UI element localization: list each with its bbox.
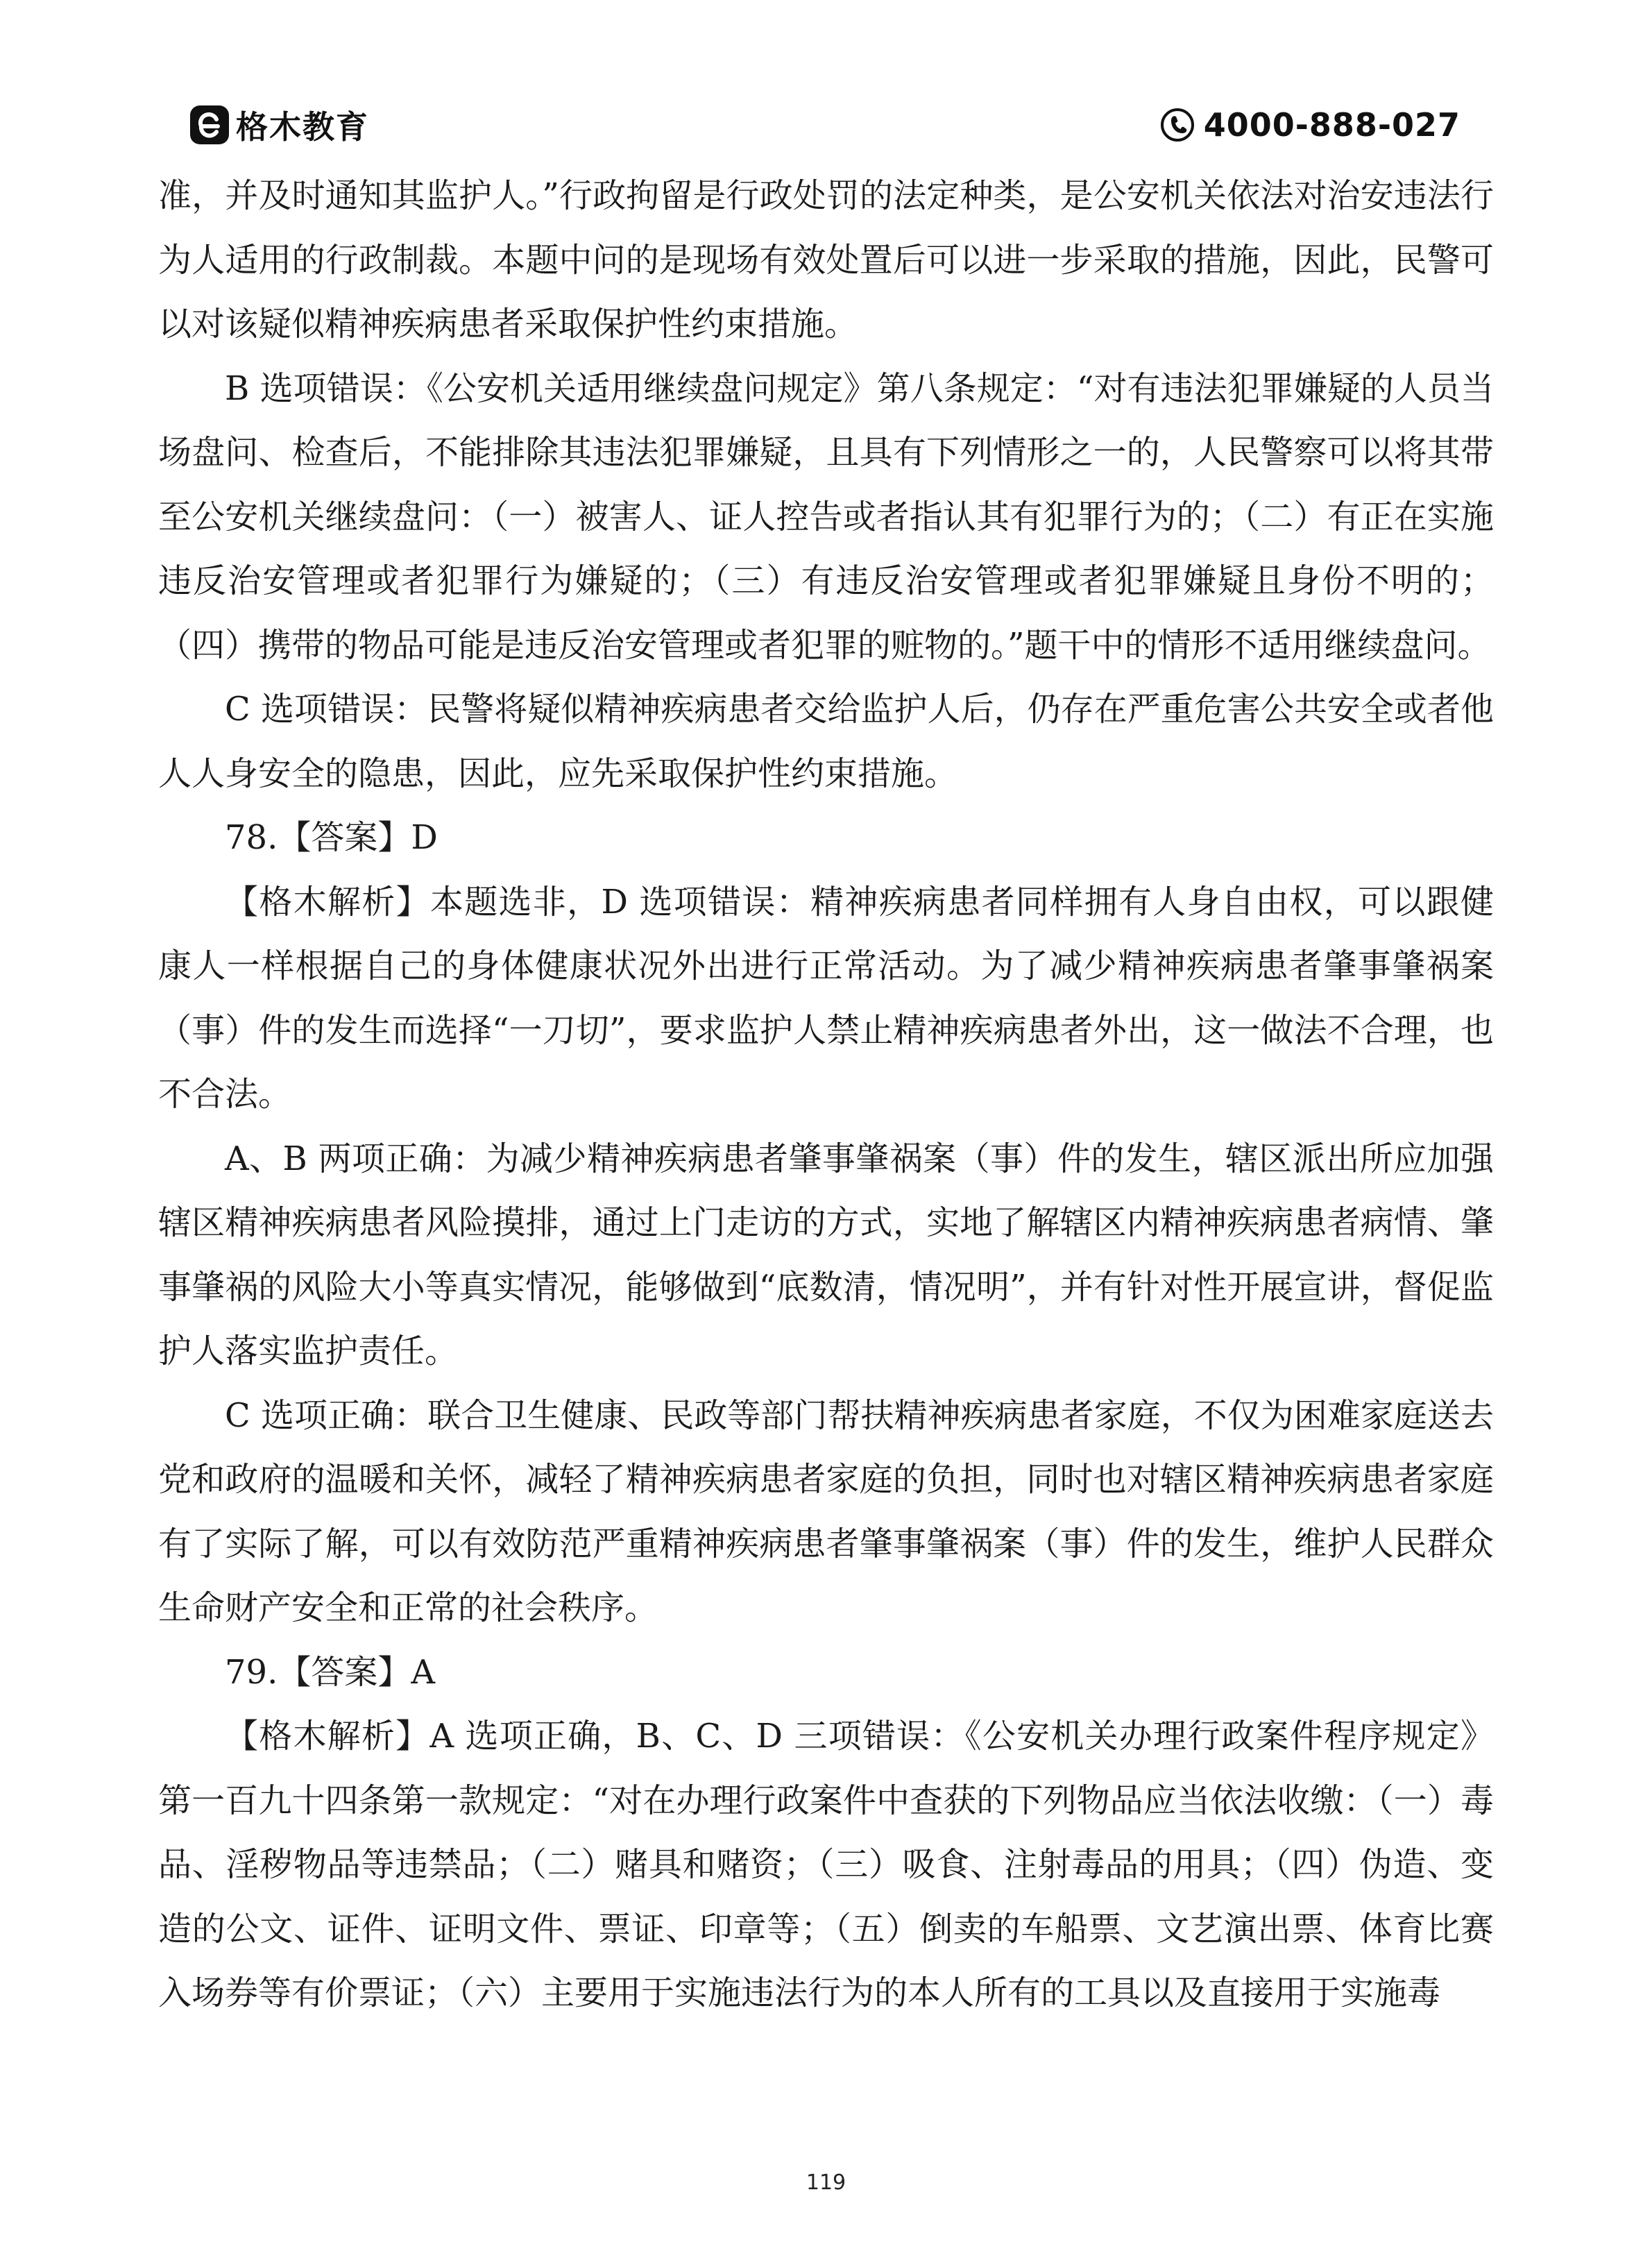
page-header <box>158 100 1494 150</box>
paragraph: C 选项正确：联合卫生健康、民政等部门帮扶精神疾病患者家庭，不仅为困难家庭送去党和政府的温暖和关怀，减轻了精神疾病患者家庭的负担，同时也对辖区精神疾病患者家庭有了实际了解，可以有效防范严重精神疾病患者肇事肇祸案（事）件的发生，维护人民群众生命财产安全和正常的社会秩序。 <box>158 1395 1494 1627</box>
page-body <box>158 164 1494 2026</box>
answer-heading: 79.【答案】A <box>225 1652 436 1692</box>
paragraph: B 选项错误：《公安机关适用继续盘问规定》第八条规定：“对有违法犯罪嫌疑的人员当场盘问、检查后，不能排除其违法犯罪嫌疑，且具有下列情形之一的，人民警察可以将其带至公安机关继续盘问：（一）被害人、证人控告或者指认其有犯罪行为的；（二）有正在实施违反治安管理或者犯罪行为嫌疑的；（三）有违反治安管理或者犯罪嫌疑且身份不明的；（四）携带的物品可能是违反治安管理或者犯罪的赃物的。”题干中的情形不适用继续盘问。 <box>158 368 1494 665</box>
paragraph: C 选项错误：民警将疑似精神疾病患者交给监护人后，仍存在严重危害公共安全或者他人人身安全的隐患，因此，应先采取保护性约束措施。 <box>158 690 1494 793</box>
answer-heading: 78.【答案】D <box>225 818 438 857</box>
paragraph: A、B 两项正确：为减少精神疾病患者肇事肇祸案（事）件的发生，辖区派出所应加强辖区精神疾病患者风险摸排，通过上门走访的方式，实地了解辖区内精神疾病患者病情、肇事肇祸的风险大小等真实情况，能够做到“底数清，情况明”，并有针对性开展宣讲，督促监护人落实监护责任。 <box>158 1139 1494 1370</box>
brand <box>190 100 369 150</box>
paragraph: 【格木解析】A 选项正确，B、C、D 三项错误：《公安机关办理行政案件程序规定》第一百九十四条第一款规定：“对在办理行政案件中查获的下列物品应当依法收缴：（一）毒品、淫秽物品等违禁品；（二）赌具和赌资；（三）吸食、注射毒品的用具；（四）伪造、变造的公文、证件、证明文件、票证、印章等；（五）倒卖的车船票、文艺演出票、体育比赛入场券等有价票证；（六）主要用于实施违法行为的本人所有的工具以及直接用于实施毒 <box>158 1717 1494 2012</box>
paragraph: 【格木解析】本题选非，D 选项错误：精神疾病患者同样拥有人身自由权，可以跟健康人一样根据自己的身体健康状况外出进行正常活动。为了减少精神疾病患者肇事肇祸案（事）件的发生而选择“一刀切”，要求监护人禁止精神疾病患者外出，这一做法不合理，也不合法。 <box>158 882 1494 1114</box>
hotline <box>1159 100 1461 150</box>
brand-name: 格木教育 <box>236 108 369 146</box>
page-number: 119 <box>806 2171 846 2195</box>
paragraph: 准，并及时通知其监护人。”行政拘留是行政处罚的法定种类，是公安机关依法对治安违法行为人适用的行政制裁。本题中问的是现场有效处置后可以进一步采取的措施，因此，民警可以对该疑似精神疾病患者采取保护性约束措施。 <box>158 176 1494 343</box>
hotline-number: 4000-888-027 <box>1203 106 1461 144</box>
brand-e-logo-icon <box>190 105 229 144</box>
headset-phone-icon <box>1159 107 1195 143</box>
